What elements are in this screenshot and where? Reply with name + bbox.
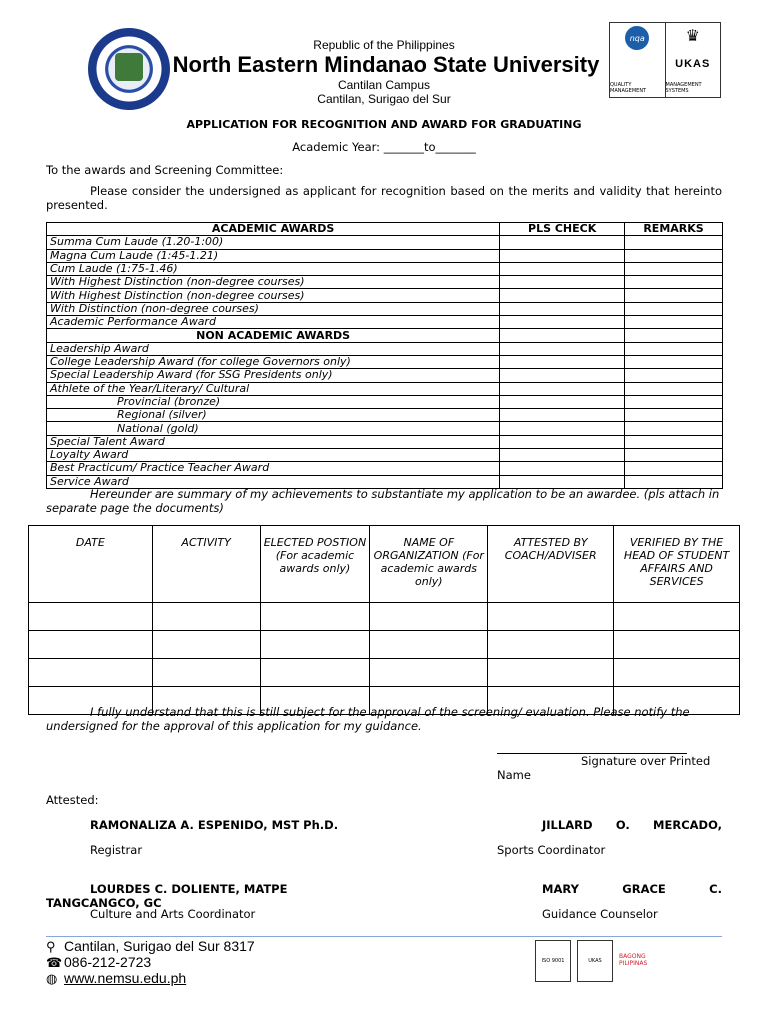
achievement-header-4: ATTESTED BY COACH/ADVISER <box>488 526 614 603</box>
signatory-role-3: Culture and Arts Coordinator <box>90 907 256 921</box>
check-cell[interactable] <box>500 462 625 475</box>
phone-icon: ☎ <box>46 955 63 970</box>
check-cell[interactable] <box>500 289 625 302</box>
signatory-name-1: RAMONALIZA A. ESPENIDO, MST Ph.D. <box>90 818 339 832</box>
republic-line: Republic of the Philippines <box>313 38 455 52</box>
check-cell[interactable] <box>500 302 625 315</box>
award-label: Special Talent Award <box>47 435 500 448</box>
attested-label: Attested: <box>46 793 99 807</box>
award-label: With Highest Distinction (non-degree courses) <box>47 289 500 302</box>
entry-cell[interactable] <box>488 659 614 687</box>
awards-header-1: PLS CHECK <box>500 223 625 236</box>
check-cell[interactable] <box>500 422 625 435</box>
footer-logos <box>535 940 695 982</box>
award-row <box>47 316 723 329</box>
check-cell[interactable] <box>500 236 625 249</box>
entry-cell[interactable] <box>488 603 614 631</box>
remarks-cell[interactable] <box>625 422 723 435</box>
remarks-cell[interactable] <box>625 395 723 408</box>
award-label: Leadership Award <box>47 342 500 355</box>
signatory-name-4: MARY GRACE C. <box>542 882 722 896</box>
award-row <box>47 422 723 435</box>
campus-address: Cantilan, Surigao del Sur <box>317 92 451 106</box>
remarks-cell[interactable] <box>625 355 723 368</box>
ukas-footer-logo: UKAS <box>577 940 613 982</box>
remarks-cell[interactable] <box>625 236 723 249</box>
crown-icon: ♛ <box>685 26 700 45</box>
award-row <box>47 395 723 408</box>
award-label: With Highest Distinction (non-degree courses) <box>47 276 500 289</box>
achievements-intro: Hereunder are summary of my achievements to substantiate my application to be an awardee. (pls attach in separate page the documents) <box>46 487 720 515</box>
achievement-header-5: VERIFIED BY THE HEAD OF STUDENT AFFAIRS AND SERVICES <box>614 526 740 603</box>
check-cell[interactable] <box>500 369 625 382</box>
entry-cell[interactable] <box>152 659 260 687</box>
award-label: With Distinction (non-degree courses) <box>47 302 500 315</box>
achievement-header-1: ACTIVITY <box>152 526 260 603</box>
footer-divider <box>46 936 722 937</box>
award-row <box>47 342 723 355</box>
salutation: To the awards and Screening Committee: <box>46 163 284 177</box>
globe-icon: ◍ <box>46 971 58 986</box>
footer-phone: ☎ 086-212-2723 <box>46 954 152 970</box>
signatory-role-4: Guidance Counselor <box>542 907 658 921</box>
check-cell[interactable] <box>500 276 625 289</box>
entry-cell[interactable] <box>370 603 488 631</box>
footer-address: ⚲ Cantilan, Surigao del Sur 8317 <box>46 938 255 954</box>
award-row <box>47 449 723 462</box>
remarks-cell[interactable] <box>625 462 723 475</box>
entry-cell[interactable] <box>614 603 740 631</box>
remarks-cell[interactable] <box>625 249 723 262</box>
remarks-cell[interactable] <box>625 316 723 329</box>
award-row <box>47 355 723 368</box>
check-cell[interactable] <box>500 382 625 395</box>
achievements-table <box>28 525 740 715</box>
award-row <box>47 276 723 289</box>
iso-logo: ISO 9001 <box>535 940 571 982</box>
awards-table <box>46 222 723 489</box>
university-name: North Eastern Mindanao State University <box>172 52 600 77</box>
entry-cell[interactable] <box>370 631 488 659</box>
form-title: APPLICATION FOR RECOGNITION AND AWARD FOR GRADUATING <box>186 118 582 131</box>
award-label: Cum Laude (1:75-1.46) <box>47 262 500 275</box>
entry-cell[interactable] <box>614 631 740 659</box>
table-row <box>29 631 740 659</box>
entry-cell[interactable] <box>614 659 740 687</box>
award-label: Regional (silver) <box>47 409 500 422</box>
award-label: Service Award <box>47 475 500 488</box>
remarks-cell[interactable] <box>625 262 723 275</box>
table-row <box>29 603 740 631</box>
signatory-role-1: Registrar <box>90 843 143 857</box>
award-row <box>47 249 723 262</box>
award-row <box>47 382 723 395</box>
remarks-cell[interactable] <box>625 449 723 462</box>
award-label: Academic Performance Award <box>47 316 500 329</box>
award-label: Special Leadership Award (for SSG Presidents only) <box>47 369 500 382</box>
check-cell[interactable] <box>500 409 625 422</box>
signature-label: Signature over Printed Name <box>497 754 711 782</box>
footer-website[interactable]: ◍ www.nemsu.edu.ph <box>46 970 187 986</box>
award-label: Athlete of the Year/Literary/ Cultural <box>47 382 500 395</box>
remarks-cell[interactable] <box>625 342 723 355</box>
achievement-header-3: NAME OF ORGANIZATION (For academic awards only) <box>370 526 488 603</box>
bagong-pilipinas-logo: BAGONG PILIPINAS <box>619 953 648 967</box>
check-cell[interactable] <box>500 342 625 355</box>
remarks-cell[interactable] <box>625 276 723 289</box>
remarks-cell[interactable] <box>625 329 723 342</box>
academic-year-field[interactable]: Academic Year: _______to_______ <box>292 140 476 154</box>
check-cell[interactable] <box>500 449 625 462</box>
award-row <box>47 262 723 275</box>
entry-cell[interactable] <box>152 603 260 631</box>
entry-cell[interactable] <box>370 659 488 687</box>
remarks-cell[interactable] <box>625 409 723 422</box>
signatory-name-2: JILLARD O. MERCADO, <box>542 818 722 832</box>
award-label: Summa Cum Laude (1.20-1:00) <box>47 236 500 249</box>
check-cell[interactable] <box>500 262 625 275</box>
entry-cell[interactable] <box>260 659 370 687</box>
check-cell[interactable] <box>500 395 625 408</box>
award-row <box>47 289 723 302</box>
table-row <box>29 659 740 687</box>
award-label: Best Practicum/ Practice Teacher Award <box>47 462 500 475</box>
remarks-cell[interactable] <box>625 289 723 302</box>
achievement-header-2: ELECTED POSTION (For academic awards only) <box>260 526 370 603</box>
entry-cell[interactable] <box>29 631 153 659</box>
non-academic-header: NON ACADEMIC AWARDS <box>47 329 500 342</box>
awards-header-2: REMARKS <box>625 223 723 236</box>
check-cell[interactable] <box>500 329 625 342</box>
award-label: College Leadership Award (for college Governors only) <box>47 355 500 368</box>
award-label: National (gold) <box>47 422 500 435</box>
signatory-role-2: Sports Coordinator <box>497 843 606 857</box>
entry-cell[interactable] <box>29 659 153 687</box>
award-row <box>47 409 723 422</box>
remarks-cell[interactable] <box>625 382 723 395</box>
awards-header-0: ACADEMIC AWARDS <box>47 223 500 236</box>
award-label: Loyalty Award <box>47 449 500 462</box>
certification-logos <box>609 22 721 98</box>
intro-paragraph: Please consider the undersigned as applicant for recognition based on the merits and validity that hereinto presented. <box>46 184 722 212</box>
award-row <box>47 236 723 249</box>
check-cell[interactable] <box>500 249 625 262</box>
closing-statement: I fully understand that this is still subject for the approval of the screening/ evaluation. Please notify the undersigned for the approval of this application for my guidance. <box>46 705 690 733</box>
award-row <box>47 369 723 382</box>
entry-cell[interactable] <box>260 603 370 631</box>
remarks-cell[interactable] <box>625 435 723 448</box>
location-pin-icon: ⚲ <box>46 939 56 954</box>
signatory-name-3: LOURDES C. DOLIENTE, MATPE TANGCANGCO, GC <box>46 882 288 910</box>
check-cell[interactable] <box>500 355 625 368</box>
achievement-header-0: DATE <box>29 526 153 603</box>
award-row <box>47 462 723 475</box>
award-row <box>47 302 723 315</box>
award-label: Provincial (bronze) <box>47 395 500 408</box>
check-cell[interactable] <box>500 435 625 448</box>
entry-cell[interactable] <box>152 631 260 659</box>
entry-cell[interactable] <box>488 631 614 659</box>
entry-cell[interactable] <box>29 603 153 631</box>
remarks-cell[interactable] <box>625 302 723 315</box>
campus-name: Cantilan Campus <box>337 78 431 92</box>
award-label: Magna Cum Laude (1:45-1.21) <box>47 249 500 262</box>
check-cell[interactable] <box>500 316 625 329</box>
nqa-logo: nqa QUALITY MANAGEMENT <box>610 23 666 97</box>
entry-cell[interactable] <box>260 631 370 659</box>
remarks-cell[interactable] <box>625 369 723 382</box>
ukas-logo: ♛ UKAS MANAGEMENT SYSTEMS <box>665 26 711 94</box>
award-row <box>47 435 723 448</box>
